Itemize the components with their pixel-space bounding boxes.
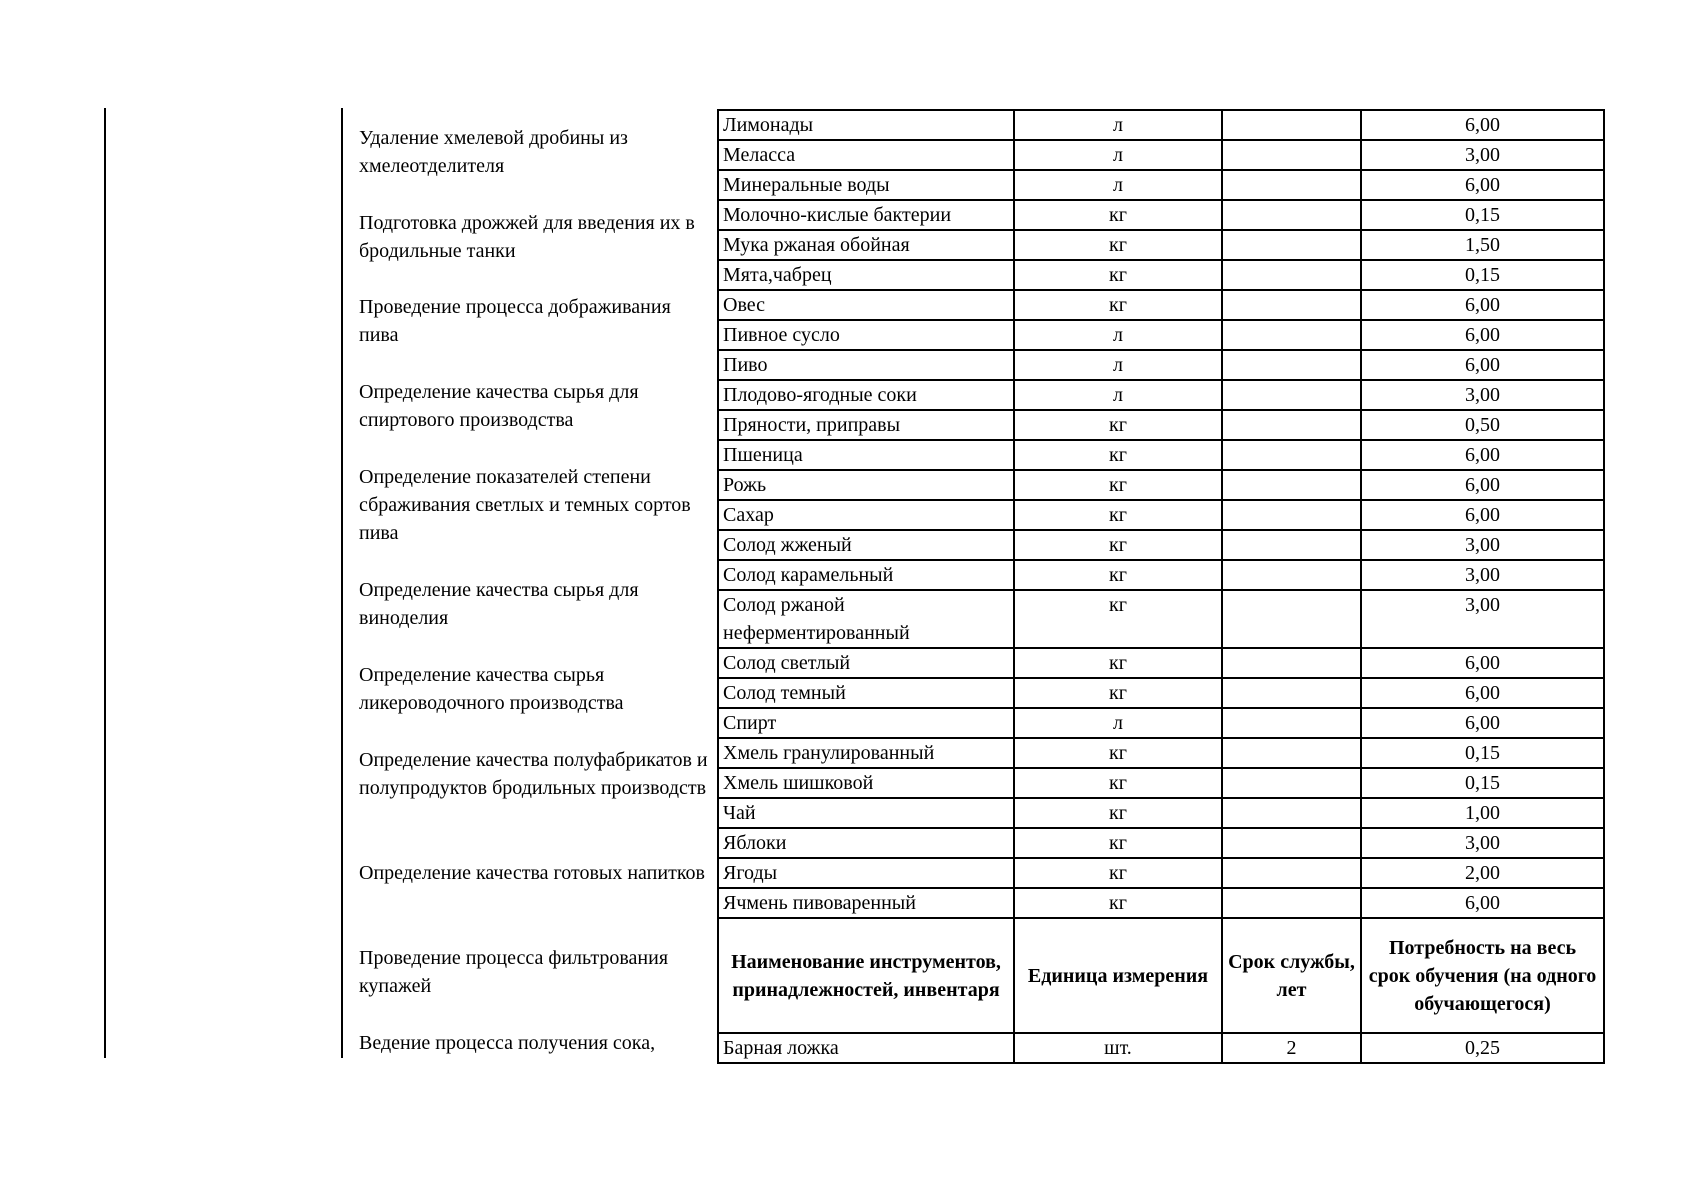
material-unit: кг <box>1014 260 1222 290</box>
material-unit: кг <box>1014 858 1222 888</box>
procedure-item: Определение качества сырья для спиртового производства <box>359 381 639 431</box>
table-row <box>718 590 1604 648</box>
material-name: Овес <box>718 290 1014 320</box>
material-unit: кг <box>1014 768 1222 798</box>
material-need: 3,00 <box>1361 560 1604 590</box>
material-life <box>1222 320 1361 350</box>
material-name: Пивное сусло <box>718 320 1014 350</box>
table-row <box>718 410 1604 440</box>
table-row <box>718 350 1604 380</box>
material-unit: кг <box>1014 560 1222 590</box>
material-life <box>1222 290 1361 320</box>
table-row <box>718 440 1604 470</box>
material-life <box>1222 110 1361 140</box>
procedure-item: Определение качества полуфабрикатов и полупродуктов бродильных производств <box>359 749 708 799</box>
material-life <box>1222 858 1361 888</box>
material-need: 6,00 <box>1361 110 1604 140</box>
procedure-item: Определение показателей степени сбраживания светлых и темных сортов пива <box>359 466 691 544</box>
material-life <box>1222 648 1361 678</box>
material-unit: л <box>1014 320 1222 350</box>
material-unit: кг <box>1014 530 1222 560</box>
material-name: Яблоки <box>718 828 1014 858</box>
procedure-item: Удаление хмелевой дробины из хмелеотделителя <box>359 127 628 177</box>
table-row <box>718 828 1604 858</box>
material-life <box>1222 260 1361 290</box>
material-life <box>1222 470 1361 500</box>
material-name: Солод карамельный <box>718 560 1014 590</box>
material-need: 1,50 <box>1361 230 1604 260</box>
material-unit: л <box>1014 170 1222 200</box>
table-row <box>718 260 1604 290</box>
material-life <box>1222 560 1361 590</box>
table-row <box>718 140 1604 170</box>
material-name: Спирт <box>718 708 1014 738</box>
material-name: Чай <box>718 798 1014 828</box>
material-need: 6,00 <box>1361 320 1604 350</box>
procedure-item: Определение качества сырья ликероводочного производства <box>359 664 624 714</box>
material-need: 6,00 <box>1361 470 1604 500</box>
material-need: 0,50 <box>1361 410 1604 440</box>
table-row <box>718 290 1604 320</box>
table-row <box>718 888 1604 918</box>
material-life <box>1222 380 1361 410</box>
table-row <box>718 530 1604 560</box>
material-need: 6,00 <box>1361 350 1604 380</box>
material-life <box>1222 768 1361 798</box>
material-unit: л <box>1014 708 1222 738</box>
tool-unit: шт. <box>1014 1033 1222 1063</box>
table-row <box>718 560 1604 590</box>
tool-need: 0,25 <box>1361 1033 1604 1063</box>
material-unit: л <box>1014 380 1222 410</box>
material-need: 3,00 <box>1361 530 1604 560</box>
material-unit: кг <box>1014 590 1222 648</box>
material-life <box>1222 140 1361 170</box>
table-row <box>718 470 1604 500</box>
material-name: Солод жженый <box>718 530 1014 560</box>
material-life <box>1222 678 1361 708</box>
material-life <box>1222 350 1361 380</box>
material-name: Минеральные воды <box>718 170 1014 200</box>
material-life <box>1222 170 1361 200</box>
procedure-item: Проведение процесса дображивания пива <box>359 296 671 346</box>
material-unit: кг <box>1014 500 1222 530</box>
material-unit: кг <box>1014 410 1222 440</box>
material-unit: кг <box>1014 200 1222 230</box>
material-need: 6,00 <box>1361 648 1604 678</box>
material-unit: л <box>1014 110 1222 140</box>
material-life <box>1222 590 1361 648</box>
procedure-item: Проведение процесса фильтрования купажей <box>359 947 669 997</box>
material-name: Ячмень пивоваренный <box>718 888 1014 918</box>
material-life <box>1222 738 1361 768</box>
material-unit: кг <box>1014 798 1222 828</box>
material-need: 6,00 <box>1361 290 1604 320</box>
material-name: Пиво <box>718 350 1014 380</box>
material-life <box>1222 888 1361 918</box>
material-name: Ягоды <box>718 858 1014 888</box>
table-row <box>718 708 1604 738</box>
material-unit: л <box>1014 140 1222 170</box>
material-name: Меласса <box>718 140 1014 170</box>
material-need: 2,00 <box>1361 858 1604 888</box>
table-row <box>718 858 1604 888</box>
table-row <box>718 200 1604 230</box>
material-need: 6,00 <box>1361 708 1604 738</box>
material-life <box>1222 410 1361 440</box>
left-border-line <box>104 108 106 1058</box>
material-life <box>1222 828 1361 858</box>
tools-header-row <box>718 918 1604 1033</box>
material-need: 3,00 <box>1361 140 1604 170</box>
material-life <box>1222 530 1361 560</box>
table-row <box>718 738 1604 768</box>
material-name: Хмель гранулированный <box>718 738 1014 768</box>
material-name: Солод темный <box>718 678 1014 708</box>
material-name: Солод светлый <box>718 648 1014 678</box>
material-need: 6,00 <box>1361 440 1604 470</box>
header-service-life: Срок службы, лет <box>1222 918 1361 1033</box>
material-need: 6,00 <box>1361 170 1604 200</box>
header-tools-name: Наименование инструментов, принадлежностей, инвентаря <box>718 918 1014 1033</box>
tool-name: Барная ложка <box>718 1033 1014 1063</box>
table-row <box>718 500 1604 530</box>
procedures-column-border <box>341 108 343 1058</box>
material-name: Мята,чабрец <box>718 260 1014 290</box>
material-need: 0,15 <box>1361 260 1604 290</box>
materials-table <box>717 109 1605 1064</box>
material-need: 1,00 <box>1361 798 1604 828</box>
material-unit: кг <box>1014 738 1222 768</box>
material-name: Мука ржаная обойная <box>718 230 1014 260</box>
material-unit: кг <box>1014 888 1222 918</box>
material-need: 0,15 <box>1361 200 1604 230</box>
material-name: Молочно-кислые бактерии <box>718 200 1014 230</box>
material-name: Плодово-ягодные соки <box>718 380 1014 410</box>
table-row <box>718 1033 1604 1063</box>
material-life <box>1222 440 1361 470</box>
material-life <box>1222 798 1361 828</box>
tool-life: 2 <box>1222 1033 1361 1063</box>
table-row <box>718 648 1604 678</box>
material-name: Солод ржаной неферментированный <box>718 590 1014 648</box>
table-row <box>718 678 1604 708</box>
material-unit: кг <box>1014 230 1222 260</box>
material-unit: кг <box>1014 290 1222 320</box>
procedure-item: Подготовка дрожжей для введения их в бродильные танки <box>359 212 695 262</box>
material-need: 0,15 <box>1361 768 1604 798</box>
material-name: Рожь <box>718 470 1014 500</box>
material-name: Пшеница <box>718 440 1014 470</box>
header-unit: Единица измерения <box>1014 918 1222 1033</box>
table-row <box>718 320 1604 350</box>
material-need: 3,00 <box>1361 828 1604 858</box>
header-need: Потребность на весь срок обучения (на одного обучающегося) <box>1361 918 1604 1033</box>
material-need: 6,00 <box>1361 500 1604 530</box>
material-name: Сахар <box>718 500 1014 530</box>
material-life <box>1222 200 1361 230</box>
material-unit: кг <box>1014 648 1222 678</box>
material-need: 3,00 <box>1361 380 1604 410</box>
material-life <box>1222 708 1361 738</box>
table-row <box>718 170 1604 200</box>
material-need: 6,00 <box>1361 888 1604 918</box>
material-unit: кг <box>1014 828 1222 858</box>
procedure-item: Ведение процесса получения сока, <box>359 1032 656 1054</box>
material-life <box>1222 500 1361 530</box>
material-unit: кг <box>1014 678 1222 708</box>
table-row <box>718 110 1604 140</box>
material-name: Хмель шишковой <box>718 768 1014 798</box>
table-row <box>718 230 1604 260</box>
table-row <box>718 768 1604 798</box>
procedure-item: Определение качества сырья для виноделия <box>359 579 639 629</box>
table-row <box>718 380 1604 410</box>
material-need: 0,15 <box>1361 738 1604 768</box>
material-name: Лимонады <box>718 110 1014 140</box>
material-unit: кг <box>1014 440 1222 470</box>
material-name: Пряности, приправы <box>718 410 1014 440</box>
procedure-item: Определение качества готовых напитков <box>359 862 705 884</box>
material-life <box>1222 230 1361 260</box>
material-unit: л <box>1014 350 1222 380</box>
material-unit: кг <box>1014 470 1222 500</box>
material-need: 6,00 <box>1361 678 1604 708</box>
material-need: 3,00 <box>1361 590 1604 648</box>
table-row <box>718 798 1604 828</box>
